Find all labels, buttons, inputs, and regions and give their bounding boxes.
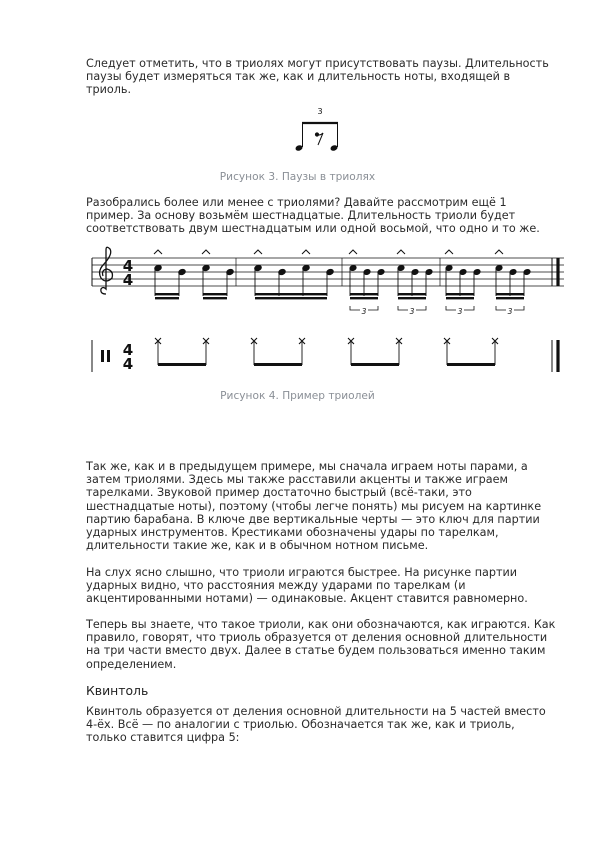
accent-icon	[254, 250, 310, 254]
figure4-notation	[86, 240, 570, 380]
figure3-note-1	[295, 144, 304, 151]
figure4-measure-2	[254, 250, 334, 299]
figure4-measure-3	[349, 250, 433, 310]
figure4-measure-1	[154, 250, 234, 299]
figure4-measure-4	[445, 250, 531, 310]
figure3-caption: Рисунок 3. Паузы в триолях	[219, 171, 376, 183]
percussion-clef-icon	[101, 350, 110, 362]
accent-icon	[445, 250, 503, 254]
treble-clef-icon	[100, 247, 113, 294]
paragraph-rests-in-triplets: Следует отметить, что в триолях могут присутствовать паузы. Длительность паузы будет измеряться так же, как и длительность ноты, входящей в триоль.	[86, 57, 549, 97]
heading-quintuplet: Квинтоль	[86, 683, 149, 698]
paragraph-quintuplet: Квинтоль образуется от деления основной длительности на 5 частей вместо 4-ёх. Всё — по аналогии с триолью. Обозначается так же, как и триоль, только ставится цифра 5:	[86, 705, 546, 745]
figure3-rest-icon	[315, 133, 323, 145]
figure4-caption: Рисунок 4. Пример триолей	[220, 390, 375, 402]
figure4-timesig-top: 4	[122, 257, 134, 275]
paragraph-triplet-definition: Теперь вы знаете, что такое триоли, как они обозначаются, как играются. Как правило, говорят, что триоль образуется от деления основной длительности на три части вместо двух. Далее в статье будем пользоваться именно таким определением.	[86, 618, 556, 671]
figure4-perc-beams	[158, 363, 495, 366]
figure4-timesig-bottom: 4	[122, 271, 134, 289]
figure4-perc-timesig-top: 4	[122, 341, 134, 359]
figure3-notation	[280, 104, 360, 156]
figure4-staff-percussion	[92, 340, 558, 372]
accent-icon	[349, 250, 405, 254]
figure4-tuplet-number: 3	[361, 307, 367, 316]
figure4-tuplet-number: 3	[507, 307, 513, 316]
figure3-tuplet-number: 3	[317, 107, 323, 116]
paragraph-sixteenths-example: Разобрались более или менее с триолями? Давайте рассмотрим ещё 1 пример. За основу возьмём шестнадцатые. Длительность триоли будет соответствовать двум шестнадцатым или одной восьмой, что одно и то же.	[86, 196, 540, 236]
paragraph-pairs-then-triplets: Так же, как и в предыдущем примере, мы сначала играем ноты парами, а затем триолями. Здесь мы также расставили акценты и также играем тарелками. Звуковой пример достаточно быстрый (всё-таки, это шестнадцатые ноты), поэтому (чтобы легче понять) мы рисуем на картинке партию барабана. В ключе две вертикальные черты — это ключ для партии ударных инструментов. Крестиками обозначены удары по тарелкам, длительности такие же, как и в обычном нотном письме.	[86, 460, 542, 553]
figure4-tuplet-number: 3	[457, 307, 463, 316]
paragraph-triplets-sound-faster: На слух ясно слышно, что триоли играются быстрее. На рисунке партии ударных видно, что расстояния между ударами по тарелкам (и акцентированными нотами) — одинаковые. Акцент ставится равномерно.	[86, 566, 528, 606]
figure4-perc-timesig-bottom: 4	[122, 355, 134, 373]
figure3-note-2	[330, 144, 339, 151]
figure4-tuplet-number: 3	[409, 307, 415, 316]
accent-icon	[154, 250, 210, 254]
figure4-cymbal-hits	[155, 338, 498, 365]
